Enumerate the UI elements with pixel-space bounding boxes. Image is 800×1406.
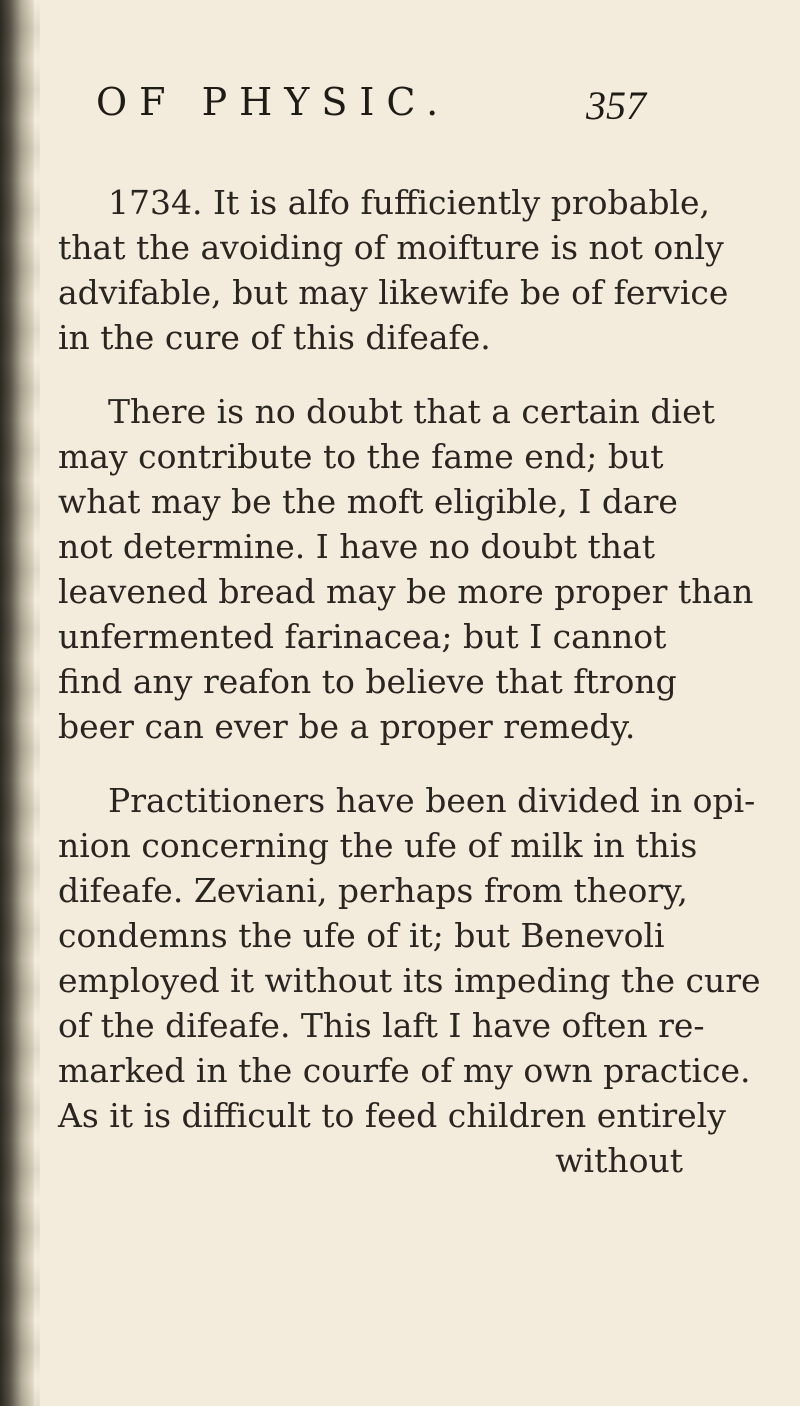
text-line: what may be the moft eligible, I dare (58, 482, 678, 521)
text-line: Practitioners have been divided in opi- (108, 781, 756, 820)
text-line: marked in the courfe of my own practice. (58, 1051, 751, 1090)
catchword: without (555, 1141, 683, 1180)
text-line: employed it without its impeding the cure (58, 961, 761, 1000)
paragraph (58, 778, 761, 1138)
text-line: that the avoiding of moifture is not only (58, 228, 724, 267)
text-line: unfermented farinacea; but I cannot (58, 617, 667, 656)
text-line: condemns the ufe of it; but Benevoli (58, 916, 665, 955)
text-line: in the cure of this difeafe. (58, 318, 491, 357)
body-text (58, 180, 761, 1183)
text-line: There is no doubt that a certain diet (108, 392, 715, 431)
paragraph (58, 389, 754, 749)
text-line: not determine. I have no doubt that (58, 527, 655, 566)
text-line: nion concerning the ufe of milk in this (58, 826, 698, 865)
text-line: of the difeafe. This laft I have often re- (58, 1006, 705, 1045)
text-line: As it is difficult to feed children entirely (58, 1096, 726, 1135)
paragraph (58, 180, 748, 360)
text-line: advifable, but may likewife be of fervice (58, 273, 729, 312)
running-head (96, 80, 696, 140)
text-line: leavened bread may be more proper than (58, 572, 754, 611)
text-line: 1734. It is alfo fufficiently probable, (108, 183, 711, 222)
text-line: difeafe. Zeviani, perhaps from theory, (58, 871, 688, 910)
text-line: may contribute to the fame end; but (58, 437, 664, 476)
text-line: find any reafon to believe that ftrong (58, 662, 677, 701)
binding-shadow (0, 0, 40, 1406)
page-number: 357 (586, 83, 646, 128)
page-title: OF PHYSIC. (96, 80, 451, 124)
text-line: beer can ever be a proper remedy. (58, 707, 636, 746)
